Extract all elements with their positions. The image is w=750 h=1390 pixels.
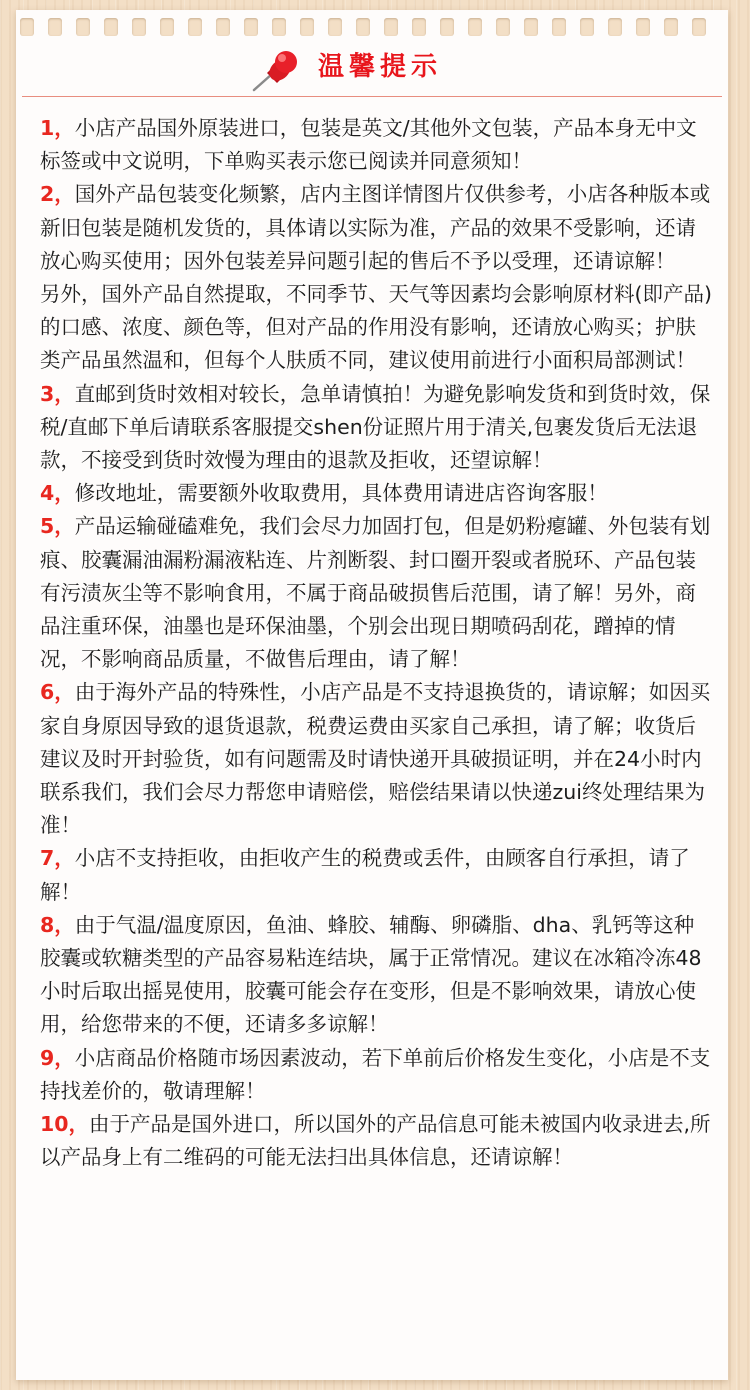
item-text: 国外产品包装变化频繁，店内主图详情图片仅供参考，小店各种版本或新旧包装是随机发货的，具体请以实际为准，产品的效果不受影响，还请放心购买使用；因外包装差异问题引起的售后不予以受理，还请谅解！ <box>40 182 711 273</box>
item-text: 产品运输碰磕难免，我们会尽力加固打包，但是奶粉瘪罐、外包装有划痕、胶囊漏油漏粉漏液粘连、片剂断裂、封口圈开裂或者脱环、产品包装有污渍灰尘等不影响食用，不属于商品破损售后范围，请了解！另外，商品注重环保，油墨也是环保油墨，个别会出现日期喷码刮花，蹭掉的情况，不影响商品质量，不做售后理由，请了解！ <box>40 514 711 672</box>
item-text: 直邮到货时效相对较长，急单请慎拍！为避免影响发货和到货时效，保税/直邮下单后请联系客服提交shen份证照片用于清关,包裹发货后无法退款，不接受到货时效慢为理由的退款及拒收，还望谅解！ <box>40 381 711 473</box>
item-text: 修改地址，需要额外收取费用，具体费用请进店咨询客服！ <box>74 481 608 506</box>
notice-item-3 <box>40 378 712 478</box>
notice-item-2 <box>40 178 712 278</box>
item-number: 9， <box>40 1045 75 1070</box>
item-number: 5， <box>40 514 75 539</box>
item-number: 6， <box>40 680 75 705</box>
notice-item-5 <box>40 510 712 676</box>
item-text: 由于海外产品的特殊性，小店产品是不支持退换货的，请谅解；如因买家自身原因导致的退货退款，税费运费由买家自己承担，请了解；收货后建议及时开封验货，如有问题需及时请快递开具破损证明，并在24小时内联系我们，我们会尽力帮您申请赔偿，赔偿结果请以快递zui终处理结果为准！ <box>40 680 711 838</box>
item-text: 另外，国外产品自然提取，不同季节、天气等因素均会影响原材料(即产品)的口感、浓度、颜色等，但对产品的作用没有影响，还请放心购买；护肤类产品虽然温和，但每个人肤质不同，建议使用前进行小面积局部测试！ <box>40 282 712 373</box>
notice-item-2-extra <box>40 278 712 378</box>
item-number: 7， <box>40 846 75 871</box>
page-title: 温馨提示 <box>318 52 443 82</box>
header <box>16 40 728 96</box>
item-text: 小店产品国外原装进口，包装是英文/其他外文包装，产品本身无中文标签或中文说明，下单购买表示您已阅读并同意须知！ <box>40 116 697 174</box>
notice-item-7 <box>40 842 712 908</box>
item-text: 小店不支持拒收，由拒收产生的税费或丢件，由顾客自行承担，请了解！ <box>40 846 690 904</box>
notice-item-4 <box>40 477 712 510</box>
notice-item-9 <box>40 1042 712 1108</box>
notice-item-1 <box>40 112 712 178</box>
pushpin-icon <box>250 48 306 92</box>
notice-item-8 <box>40 909 712 1042</box>
divider <box>22 96 722 97</box>
notice-item-10 <box>40 1108 712 1174</box>
item-text: 由于气温/温度原因，鱼油、蜂胶、辅酶、卵磷脂、dha、乳钙等这种胶囊或软糖类型的产品容易粘连结块，属于正常情况。建议在冰箱冷冻48小时后取出摇晃使用，胶囊可能会存在变形，但是不影响效果，请放心使用，给您带来的不便，还请多多谅解！ <box>40 912 702 1037</box>
item-number: 4， <box>40 481 75 506</box>
notice-item-6 <box>40 676 712 842</box>
item-number: 1， <box>40 116 75 140</box>
item-number: 3， <box>40 381 75 406</box>
notice-list <box>40 112 712 1175</box>
item-number: 2， <box>40 182 75 207</box>
item-number: 10， <box>40 1112 90 1137</box>
item-number: 8， <box>40 912 75 937</box>
item-text: 由于产品是国外进口，所以国外的产品信息可能未被国内收录进去,所以产品身上有二维码的可能无法扫出具体信息，还请谅解！ <box>40 1112 711 1170</box>
item-text: 小店商品价格随市场因素波动，若下单前后价格发生变化，小店是不支持找差价的，敬请理解！ <box>40 1045 711 1103</box>
